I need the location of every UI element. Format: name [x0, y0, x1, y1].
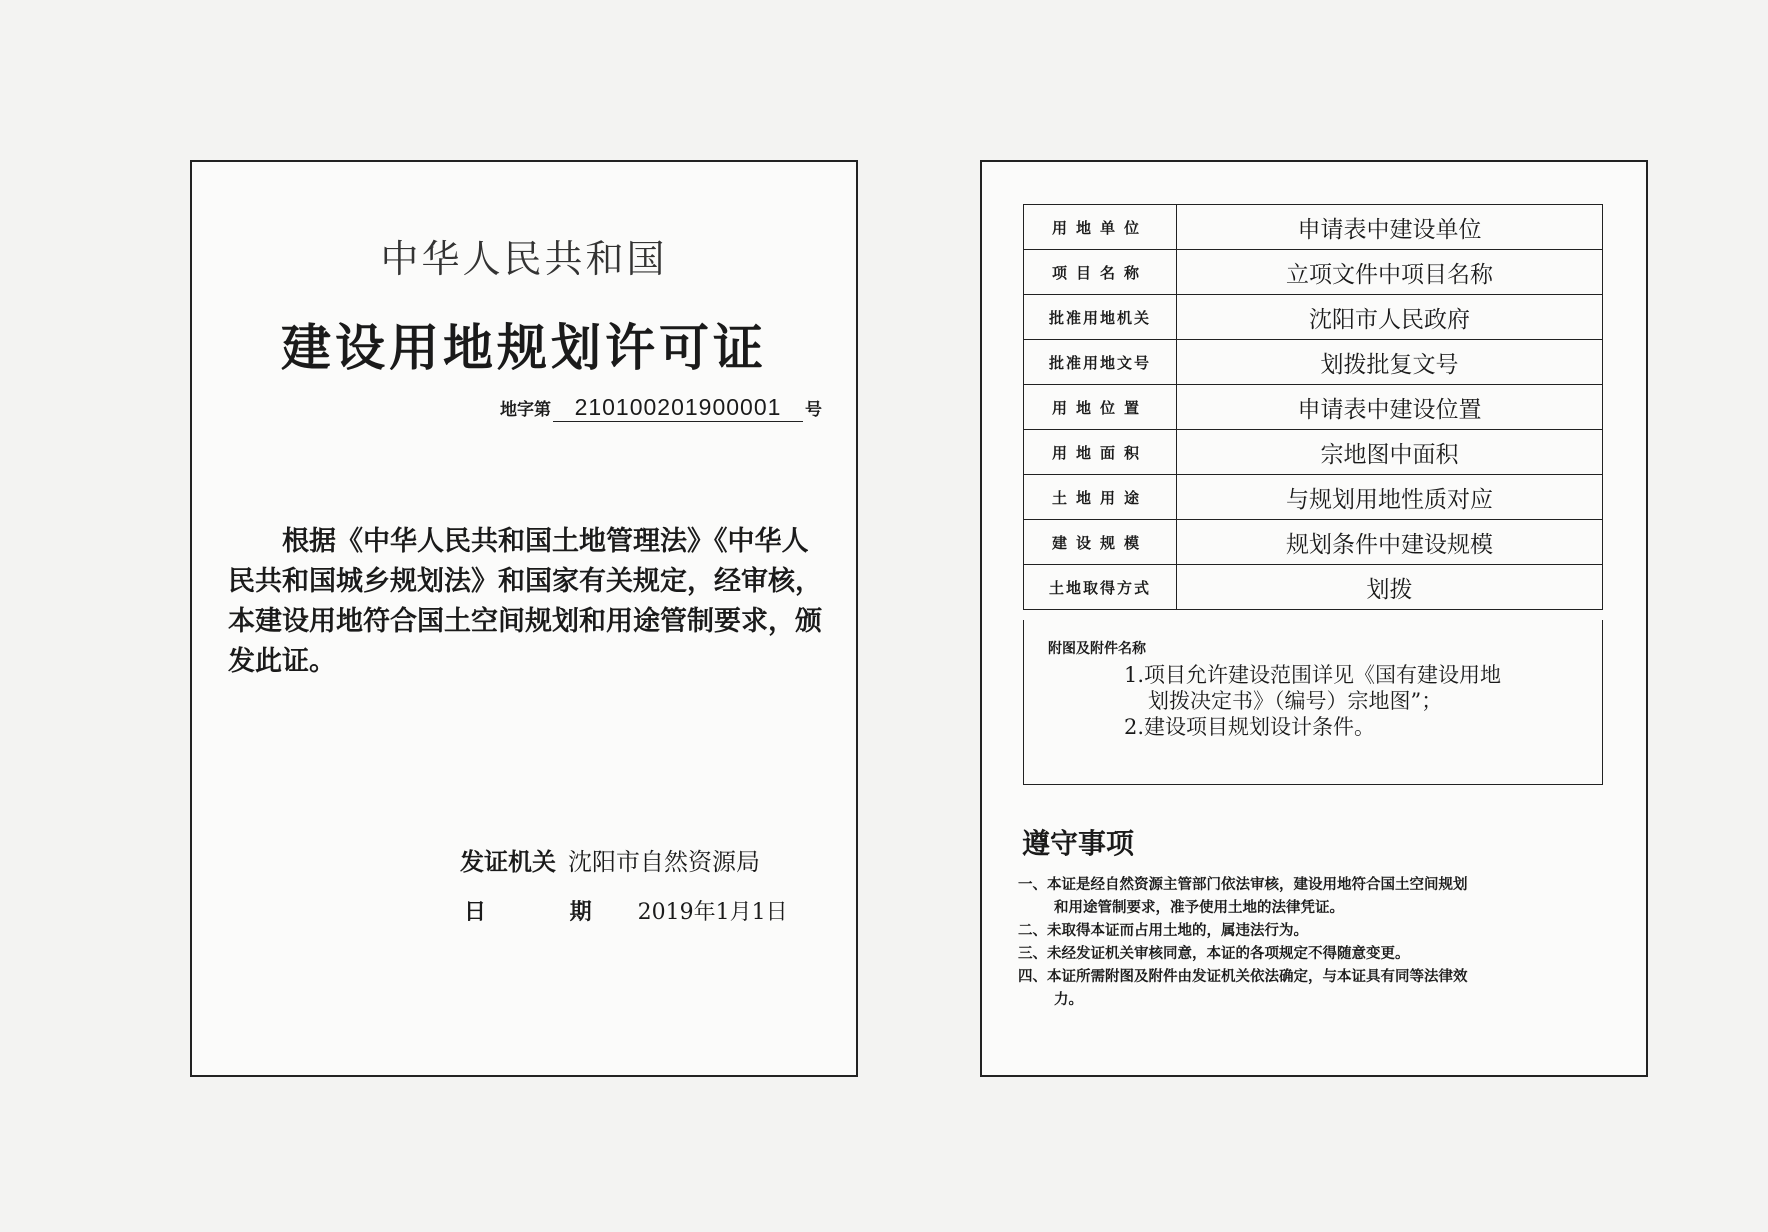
- row-value: 划拨批复文号: [1177, 340, 1603, 385]
- row-value: 申请表中建设单位: [1177, 205, 1603, 250]
- table-row: [1024, 205, 1603, 250]
- issuer-value: 沈阳市自然资源局: [568, 848, 760, 876]
- certificate-details-page: [980, 160, 1648, 1077]
- issuer-label: 发证机关: [460, 848, 556, 876]
- row-value: 申请表中建设位置: [1177, 385, 1603, 430]
- certificate-title: 建设用地规划许可证: [281, 319, 767, 377]
- row-label: 用地位置: [1024, 385, 1177, 430]
- attachment-line: 划拨决定书》（编号）宗地图”；: [1148, 689, 1443, 713]
- table-row: [1024, 475, 1603, 520]
- rule-line: 四、本证所需附图及附件由发证机关依法确定，与本证具有同等法律效: [1018, 969, 1468, 985]
- table-row: [1024, 385, 1603, 430]
- legal-basis-text: 根据《中华人民共和国土地管理法》《中华人民共和国城乡规划法》和国家有关规定，经审核，本建设用地符合国土空间规划和用途管制要求，颁发此证。: [228, 526, 822, 677]
- row-label: 批准用地文号: [1024, 340, 1177, 385]
- certificate-number: 210100201900001: [553, 394, 803, 422]
- issuer-row: [460, 842, 760, 877]
- row-label: 用地单位: [1024, 205, 1177, 250]
- rule-line: 力。: [1054, 992, 1083, 1008]
- row-label: 批准用地机关: [1024, 295, 1177, 340]
- attachments-title: 附图及附件名称: [1048, 641, 1146, 657]
- certificate-number-line: [500, 394, 822, 422]
- row-label: 土地取得方式: [1024, 565, 1177, 610]
- date-value: 2019年1月1日: [637, 900, 788, 925]
- attachments-box: [1023, 620, 1603, 785]
- number-prefix: 地字第: [500, 400, 551, 420]
- table-row: [1024, 295, 1603, 340]
- date-row: [464, 895, 788, 926]
- row-value: 规划条件中建设规模: [1177, 520, 1603, 565]
- attachment-line: 1.项目允许建设范围详见《国有建设用地: [1124, 663, 1502, 687]
- land-info-table: [1023, 204, 1603, 610]
- row-label: 项目名称: [1024, 250, 1177, 295]
- table-row: [1024, 565, 1603, 610]
- date-label: 日 期: [464, 900, 630, 925]
- attachment-line: 2.建设项目规划设计条件。: [1124, 715, 1376, 739]
- row-label: 用地面积: [1024, 430, 1177, 475]
- rules-title: 遵守事项: [1022, 827, 1135, 860]
- rule-line: 二、未取得本证而占用土地的，属违法行为。: [1018, 923, 1308, 939]
- number-suffix: 号: [805, 400, 822, 420]
- row-label: 土地用途: [1024, 475, 1177, 520]
- country-name: 中华人民共和国: [380, 237, 668, 281]
- rule-line: 和用途管制要求，准予使用土地的法律凭证。: [1054, 900, 1344, 916]
- row-value: 划拨: [1177, 565, 1603, 610]
- row-label: 建设规模: [1024, 520, 1177, 565]
- certificate-cover-page: [190, 160, 858, 1077]
- row-value: 宗地图中面积: [1177, 430, 1603, 475]
- row-value: 立项文件中项目名称: [1177, 250, 1603, 295]
- attachments-list: [1124, 662, 1584, 740]
- rule-line: 三、未经发证机关审核同意，本证的各项规定不得随意变更。: [1018, 946, 1410, 962]
- rule-line: 一、本证是经自然资源主管部门依法审核，建设用地符合国土空间规划: [1018, 877, 1468, 893]
- table-row: [1024, 340, 1603, 385]
- rules-list: [1018, 874, 1618, 1012]
- row-value: 与规划用地性质对应: [1177, 475, 1603, 520]
- table-row: [1024, 430, 1603, 475]
- row-value: 沈阳市人民政府: [1177, 295, 1603, 340]
- table-row: [1024, 250, 1603, 295]
- table-row: [1024, 520, 1603, 565]
